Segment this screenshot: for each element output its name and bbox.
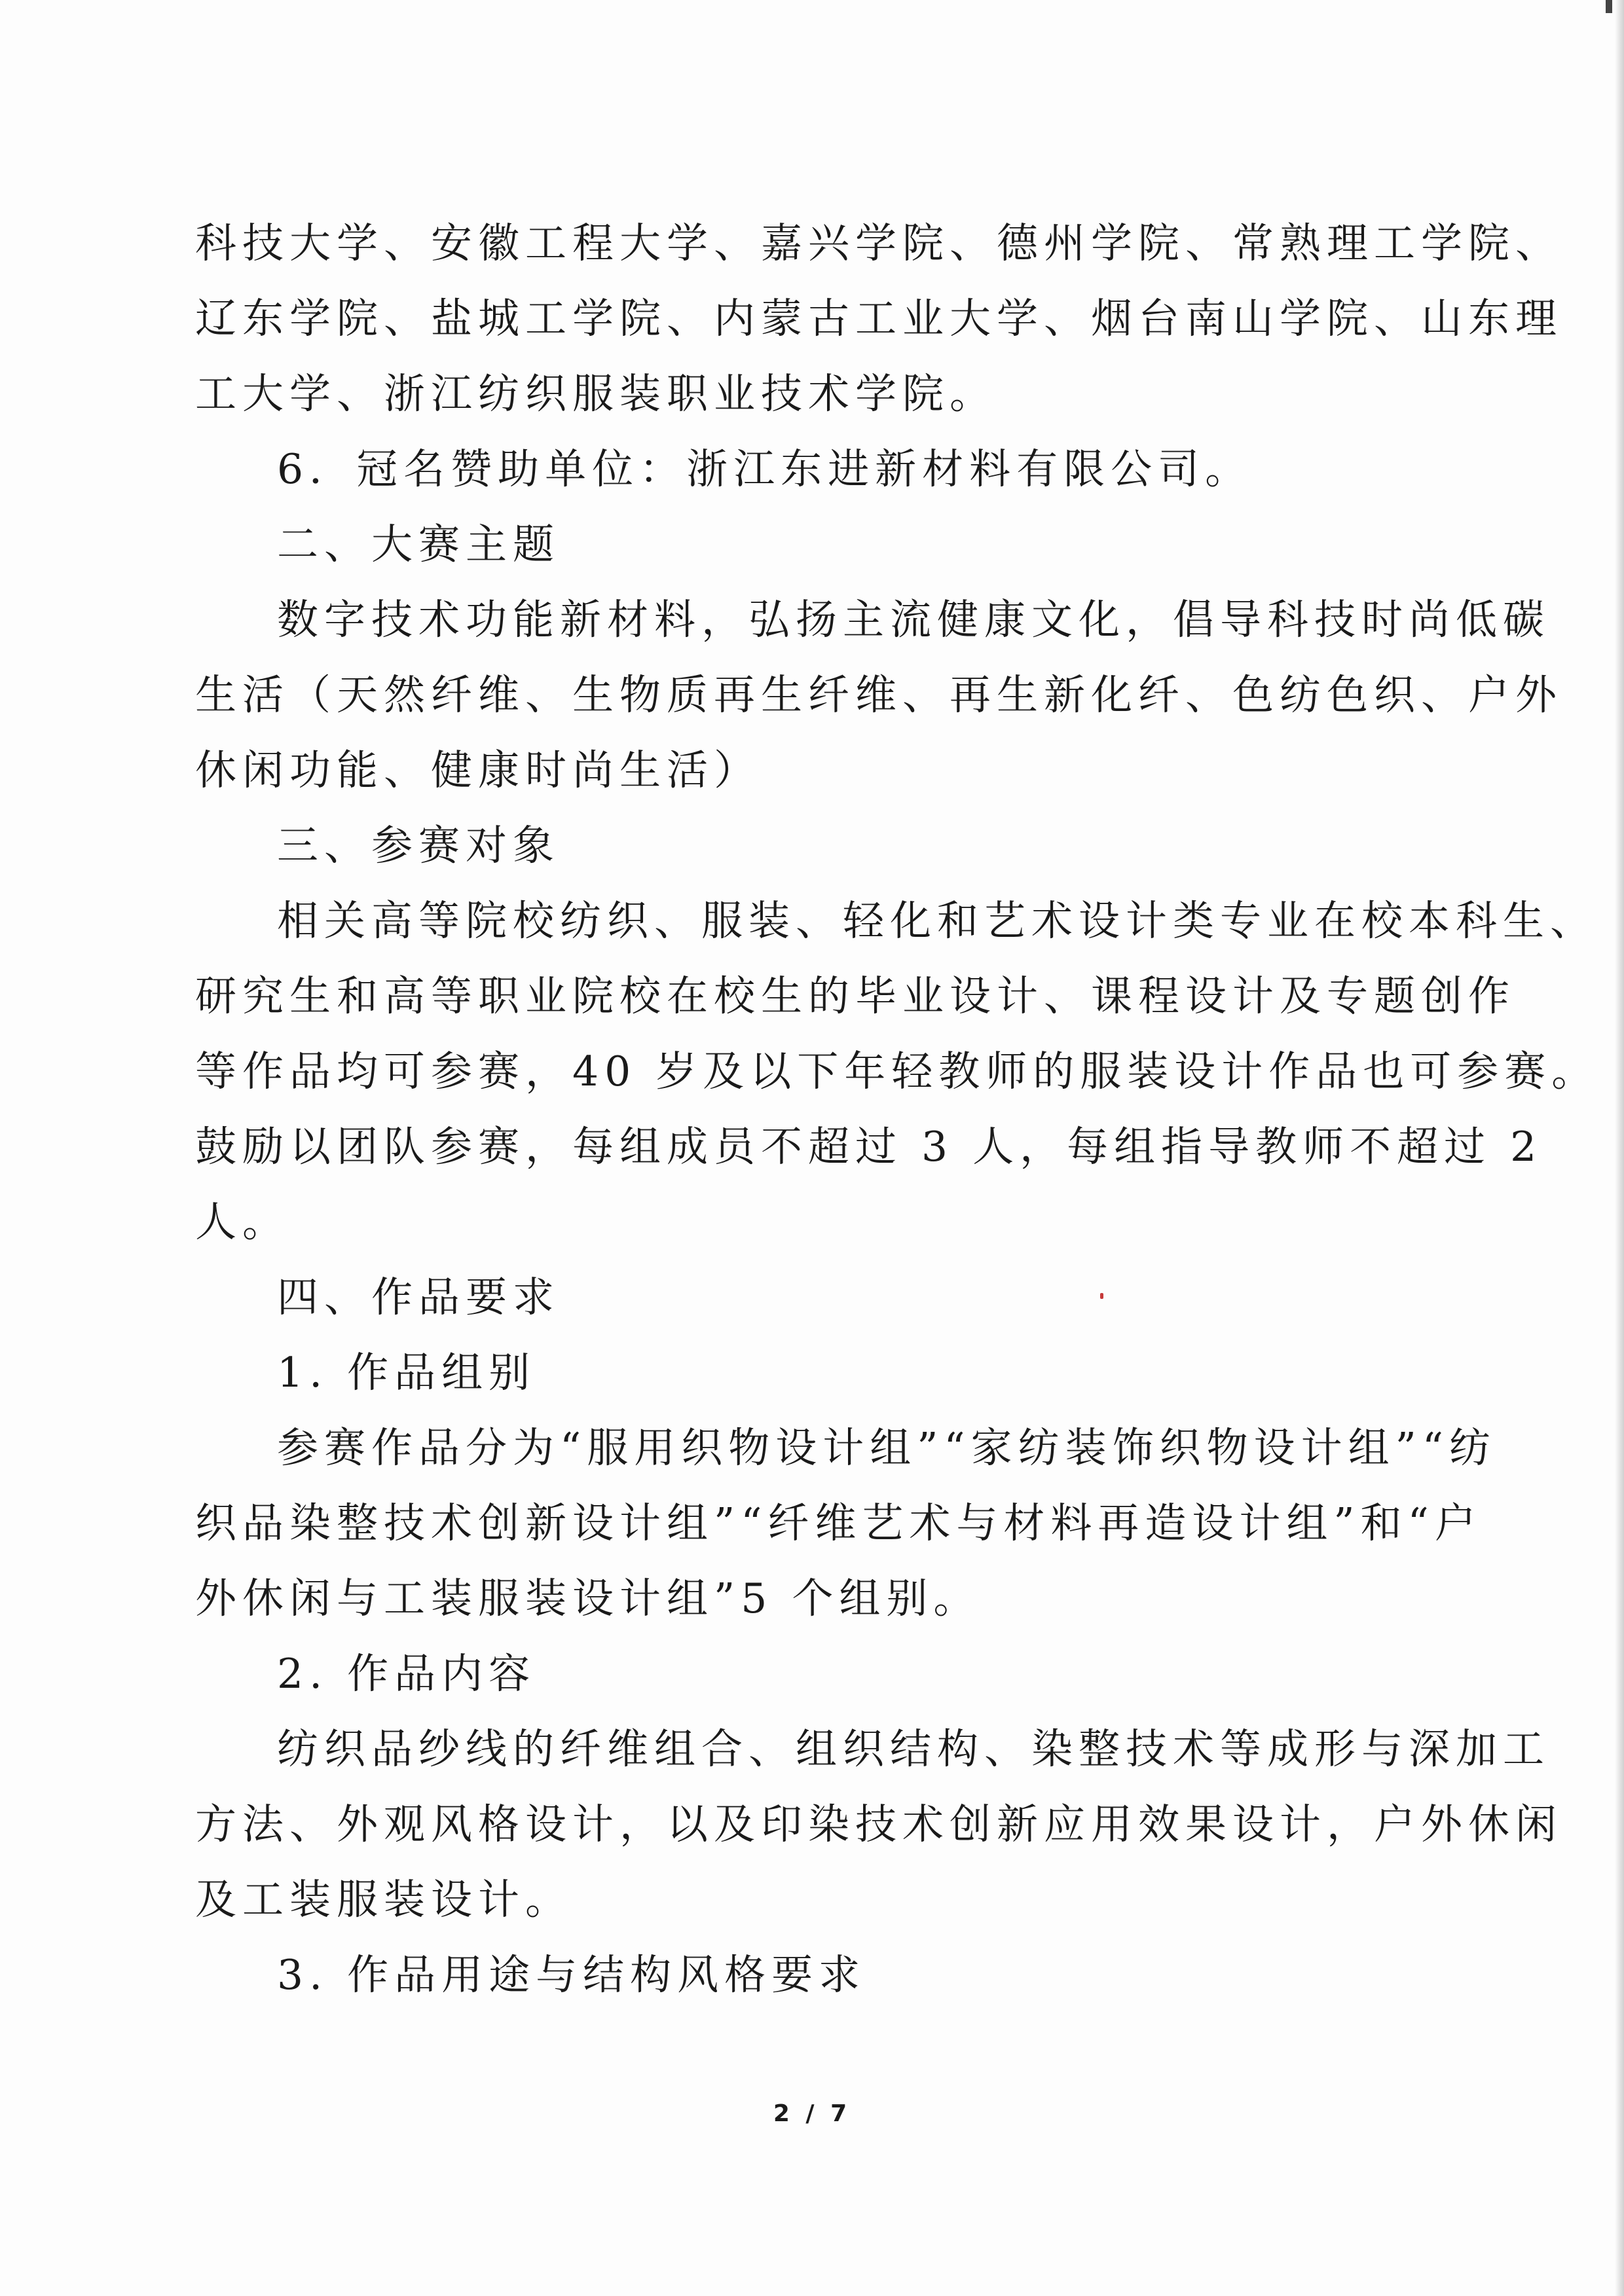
text-line: 科技大学、安徽工程大学、嘉兴学院、德州学院、常熟理工学院、 xyxy=(195,219,1562,267)
scan-edge-mark xyxy=(1606,0,1612,13)
text-line: 等作品均可参赛，40 岁及以下年轻教师的服装设计作品也可参赛。 xyxy=(195,1048,1599,1095)
section-heading-participants: 三、参赛对象 xyxy=(277,822,560,869)
subsection-heading-groups: 1. 作品组别 xyxy=(277,1349,536,1396)
text-line: 方法、外观风格设计，以及印染技术创新应用效果设计，户外休闲 xyxy=(195,1800,1562,1848)
section-heading-requirements: 四、作品要求 xyxy=(277,1273,560,1321)
text-line: 外休闲与工装服装设计组”5 个组别。 xyxy=(195,1575,981,1622)
text-line: 数字技术功能新材料，弘扬主流健康文化，倡导科技时尚低碳 xyxy=(277,596,1550,644)
text-line: 相关高等院校纺织、服装、轻化和艺术设计类专业在校本科生、 xyxy=(277,897,1597,945)
page-number: 2 / 7 xyxy=(773,2100,851,2127)
section-item-sponsor: 6．冠名赞助单位：浙江东进新材料有限公司。 xyxy=(277,445,1253,493)
section-heading-theme: 二、大赛主题 xyxy=(277,520,560,568)
text-line: 织品染整技术创新设计组”“纤维艺术与材料再造设计组”和“户 xyxy=(195,1499,1482,1547)
scan-edge-shadow xyxy=(1615,0,1624,2296)
text-line: 人。 xyxy=(195,1198,289,1246)
text-line: 参赛作品分为“服用织物设计组”“家纺装饰织物设计组”“纺 xyxy=(277,1424,1497,1472)
text-line: 工大学、浙江纺织服装职业技术学院。 xyxy=(195,370,997,418)
subsection-heading-content: 2. 作品内容 xyxy=(277,1650,536,1698)
text-line: 纺织品纱线的纤维组合、组织结构、染整技术等成形与深加工 xyxy=(277,1725,1550,1773)
text-line: 研究生和高等职业院校在校生的毕业设计、课程设计及专题创作 xyxy=(195,972,1515,1020)
text-line: 休闲功能、健康时尚生活） xyxy=(195,746,761,794)
scan-speck xyxy=(1100,1293,1103,1299)
text-line: 鼓励以团队参赛，每组成员不超过 3 人，每组指导教师不超过 2 xyxy=(195,1123,1543,1171)
subsection-heading-usage: 3. 作品用途与结构风格要求 xyxy=(277,1951,866,1999)
text-line: 及工装服装设计。 xyxy=(195,1876,572,1923)
text-line: 生活（天然纤维、生物质再生纤维、再生新化纤、色纺色织、户外 xyxy=(195,671,1562,719)
text-line: 辽东学院、盐城工学院、内蒙古工业大学、烟台南山学院、山东理 xyxy=(195,295,1562,342)
